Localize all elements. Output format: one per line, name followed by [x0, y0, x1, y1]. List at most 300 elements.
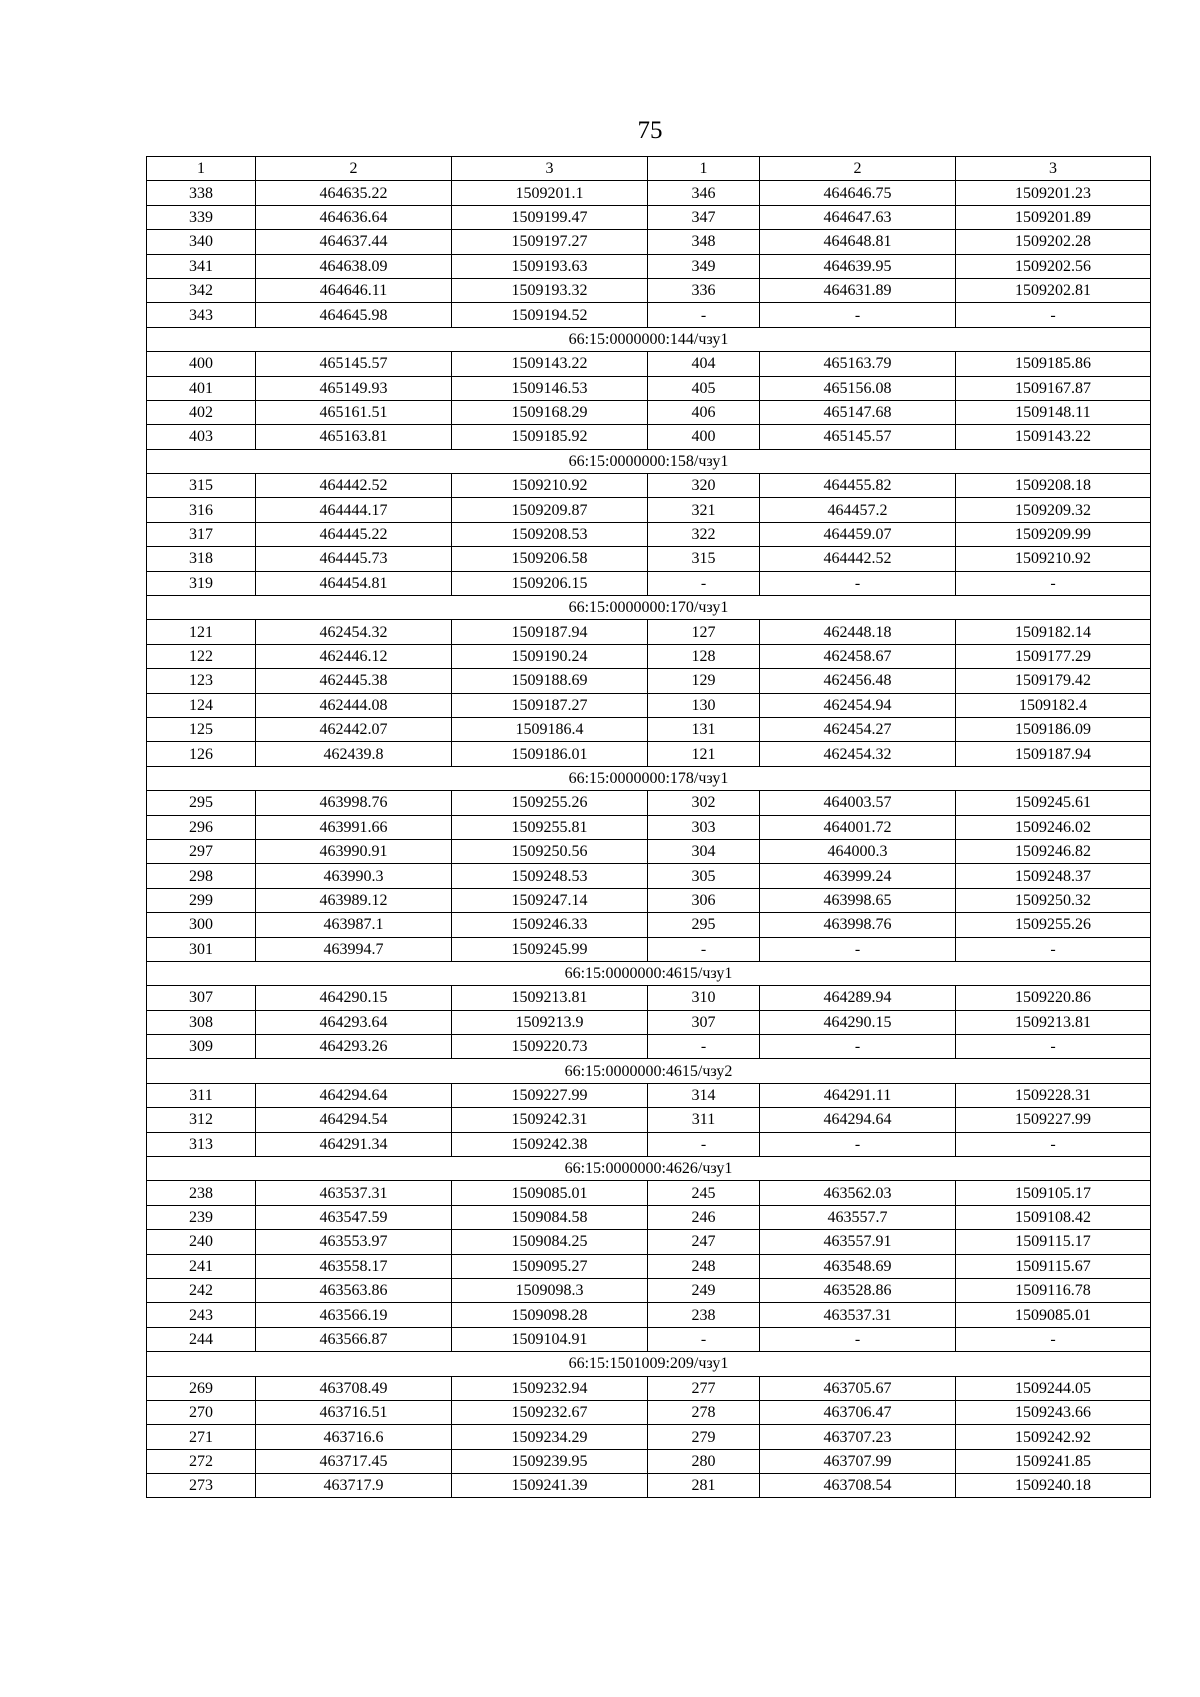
parcel-title-row [147, 1157, 1151, 1181]
point-number-cell: 278 [648, 1400, 760, 1424]
table-row [147, 1425, 1151, 1449]
table-row [147, 1083, 1151, 1107]
x-coordinate-cell: 465156.08 [760, 376, 956, 400]
y-coordinate-cell: 1509242.38 [452, 1132, 648, 1156]
point-number-cell: 270 [147, 1400, 256, 1424]
x-coordinate-cell: 462442.07 [256, 717, 452, 741]
y-coordinate-cell: 1509098.3 [452, 1278, 648, 1302]
y-coordinate-cell: 1509209.32 [956, 498, 1151, 522]
y-coordinate-cell: 1509199.47 [452, 205, 648, 229]
y-coordinate-cell: 1509148.11 [956, 400, 1151, 424]
x-coordinate-cell: 464290.15 [760, 1010, 956, 1034]
point-number-cell: 126 [147, 742, 256, 766]
y-coordinate-cell: 1509242.92 [956, 1425, 1151, 1449]
table-row [147, 937, 1151, 961]
table-row [147, 1132, 1151, 1156]
point-number-cell: 319 [147, 571, 256, 595]
x-coordinate-cell: 464294.54 [256, 1108, 452, 1132]
x-coordinate-cell: 463566.19 [256, 1303, 452, 1327]
x-coordinate-cell: 462456.48 [760, 669, 956, 693]
point-number-cell: 342 [147, 278, 256, 302]
parcel-title: 66:15:0000000:4626/чзу1 [147, 1157, 1151, 1181]
x-coordinate-cell: 464291.11 [760, 1083, 956, 1107]
y-coordinate-cell: - [956, 1132, 1151, 1156]
point-number-cell: - [648, 1327, 760, 1351]
x-coordinate-cell: 462448.18 [760, 620, 956, 644]
point-number-cell: - [648, 571, 760, 595]
x-coordinate-cell: 463537.31 [760, 1303, 956, 1327]
point-number-cell: 320 [648, 474, 760, 498]
point-number-cell: 405 [648, 376, 760, 400]
y-coordinate-cell: 1509243.66 [956, 1400, 1151, 1424]
x-coordinate-cell: 464457.2 [760, 498, 956, 522]
x-coordinate-cell: 465163.81 [256, 425, 452, 449]
y-coordinate-cell: 1509143.22 [452, 352, 648, 376]
point-number-cell: 341 [147, 254, 256, 278]
y-coordinate-cell: - [956, 303, 1151, 327]
table-row [147, 644, 1151, 668]
column-header: 3 [956, 157, 1151, 181]
x-coordinate-cell: 464646.75 [760, 181, 956, 205]
y-coordinate-cell: 1509220.73 [452, 1035, 648, 1059]
point-number-cell: - [648, 1035, 760, 1059]
table-row [147, 1035, 1151, 1059]
point-number-cell: 238 [648, 1303, 760, 1327]
table-row [147, 1181, 1151, 1205]
point-number-cell: 321 [648, 498, 760, 522]
x-coordinate-cell: 463537.31 [256, 1181, 452, 1205]
y-coordinate-cell: 1509208.53 [452, 522, 648, 546]
y-coordinate-cell: 1509241.39 [452, 1474, 648, 1498]
parcel-title: 66:15:0000000:4615/чзу1 [147, 961, 1151, 985]
x-coordinate-cell: 463707.99 [760, 1449, 956, 1473]
x-coordinate-cell: 463998.76 [256, 791, 452, 815]
y-coordinate-cell: 1509187.94 [452, 620, 648, 644]
table-row [147, 498, 1151, 522]
y-coordinate-cell: 1509095.27 [452, 1254, 648, 1278]
y-coordinate-cell: 1509255.81 [452, 815, 648, 839]
point-number-cell: 317 [147, 522, 256, 546]
x-coordinate-cell: - [760, 571, 956, 595]
point-number-cell: 124 [147, 693, 256, 717]
parcel-title-row [147, 327, 1151, 351]
y-coordinate-cell: 1509202.81 [956, 278, 1151, 302]
y-coordinate-cell: 1509255.26 [956, 913, 1151, 937]
y-coordinate-cell: 1509213.9 [452, 1010, 648, 1034]
column-header: 2 [760, 157, 956, 181]
y-coordinate-cell: 1509208.18 [956, 474, 1151, 498]
table-row [147, 1254, 1151, 1278]
y-coordinate-cell: 1509168.29 [452, 400, 648, 424]
table-row [147, 400, 1151, 424]
table-row [147, 547, 1151, 571]
point-number-cell: 305 [648, 864, 760, 888]
x-coordinate-cell: 464444.17 [256, 498, 452, 522]
y-coordinate-cell: 1509250.32 [956, 888, 1151, 912]
point-number-cell: 297 [147, 839, 256, 863]
x-coordinate-cell: 462439.8 [256, 742, 452, 766]
x-coordinate-cell: 464294.64 [760, 1108, 956, 1132]
x-coordinate-cell: 464455.82 [760, 474, 956, 498]
point-number-cell: 404 [648, 352, 760, 376]
x-coordinate-cell: 463717.9 [256, 1474, 452, 1498]
point-number-cell: 301 [147, 937, 256, 961]
point-number-cell: 304 [648, 839, 760, 863]
y-coordinate-cell: 1509245.99 [452, 937, 648, 961]
x-coordinate-cell: 463716.6 [256, 1425, 452, 1449]
y-coordinate-cell: 1509210.92 [956, 547, 1151, 571]
point-number-cell: 315 [147, 474, 256, 498]
x-coordinate-cell: 465145.57 [760, 425, 956, 449]
y-coordinate-cell: 1509239.95 [452, 1449, 648, 1473]
y-coordinate-cell: 1509227.99 [956, 1108, 1151, 1132]
point-number-cell: 314 [648, 1083, 760, 1107]
y-coordinate-cell: 1509193.32 [452, 278, 648, 302]
x-coordinate-cell: 464000.3 [760, 839, 956, 863]
y-coordinate-cell: 1509084.58 [452, 1205, 648, 1229]
point-number-cell: 402 [147, 400, 256, 424]
y-coordinate-cell: 1509182.14 [956, 620, 1151, 644]
parcel-title: 66:15:1501009:209/чзу1 [147, 1352, 1151, 1376]
y-coordinate-cell: 1509240.18 [956, 1474, 1151, 1498]
x-coordinate-cell: 463717.45 [256, 1449, 452, 1473]
point-number-cell: 122 [147, 644, 256, 668]
table-row [147, 620, 1151, 644]
y-coordinate-cell: 1509185.92 [452, 425, 648, 449]
point-number-cell: 299 [147, 888, 256, 912]
table-row [147, 278, 1151, 302]
y-coordinate-cell: - [956, 1035, 1151, 1059]
y-coordinate-cell: 1509201.23 [956, 181, 1151, 205]
parcel-title: 66:15:0000000:170/чзу1 [147, 596, 1151, 620]
y-coordinate-cell: 1509234.29 [452, 1425, 648, 1449]
coordinates-table [146, 156, 1151, 1498]
y-coordinate-cell: 1509197.27 [452, 230, 648, 254]
y-coordinate-cell: - [956, 937, 1151, 961]
point-number-cell: - [648, 1132, 760, 1156]
x-coordinate-cell: 464638.09 [256, 254, 452, 278]
y-coordinate-cell: 1509186.01 [452, 742, 648, 766]
x-coordinate-cell: - [760, 1132, 956, 1156]
table-row [147, 815, 1151, 839]
parcel-title-row [147, 1059, 1151, 1083]
y-coordinate-cell: 1509206.15 [452, 571, 648, 595]
y-coordinate-cell: 1509213.81 [956, 1010, 1151, 1034]
y-coordinate-cell: 1509232.67 [452, 1400, 648, 1424]
point-number-cell: 309 [147, 1035, 256, 1059]
point-number-cell: 249 [648, 1278, 760, 1302]
x-coordinate-cell: 463547.59 [256, 1205, 452, 1229]
parcel-title-row [147, 596, 1151, 620]
point-number-cell: 315 [648, 547, 760, 571]
y-coordinate-cell: 1509186.4 [452, 717, 648, 741]
y-coordinate-cell: - [956, 1327, 1151, 1351]
x-coordinate-cell: - [760, 1327, 956, 1351]
x-coordinate-cell: 464294.64 [256, 1083, 452, 1107]
point-number-cell: 302 [648, 791, 760, 815]
y-coordinate-cell: 1509098.28 [452, 1303, 648, 1327]
x-coordinate-cell: 465163.79 [760, 352, 956, 376]
x-coordinate-cell: 464631.89 [760, 278, 956, 302]
y-coordinate-cell: 1509247.14 [452, 888, 648, 912]
point-number-cell: 240 [147, 1230, 256, 1254]
x-coordinate-cell: 464459.07 [760, 522, 956, 546]
point-number-cell: 241 [147, 1254, 256, 1278]
x-coordinate-cell: 465161.51 [256, 400, 452, 424]
y-coordinate-cell: 1509232.94 [452, 1376, 648, 1400]
table-row [147, 839, 1151, 863]
y-coordinate-cell: 1509108.42 [956, 1205, 1151, 1229]
column-header-row [147, 157, 1151, 181]
x-coordinate-cell: 463994.7 [256, 937, 452, 961]
point-number-cell: 247 [648, 1230, 760, 1254]
x-coordinate-cell: 463563.86 [256, 1278, 452, 1302]
point-number-cell: 336 [648, 278, 760, 302]
page-number: 75 [637, 117, 663, 144]
point-number-cell: 271 [147, 1425, 256, 1449]
table-row [147, 425, 1151, 449]
point-number-cell: 400 [648, 425, 760, 449]
y-coordinate-cell: 1509202.28 [956, 230, 1151, 254]
x-coordinate-cell: 464646.11 [256, 278, 452, 302]
x-coordinate-cell: 463557.7 [760, 1205, 956, 1229]
x-coordinate-cell: 463716.51 [256, 1400, 452, 1424]
y-coordinate-cell: 1509186.09 [956, 717, 1151, 741]
y-coordinate-cell: 1509210.92 [452, 474, 648, 498]
point-number-cell: 403 [147, 425, 256, 449]
x-coordinate-cell: - [760, 303, 956, 327]
y-coordinate-cell: 1509193.63 [452, 254, 648, 278]
table-row [147, 205, 1151, 229]
x-coordinate-cell: 462454.32 [760, 742, 956, 766]
point-number-cell: 340 [147, 230, 256, 254]
y-coordinate-cell: 1509085.01 [452, 1181, 648, 1205]
table-row [147, 352, 1151, 376]
table-row [147, 986, 1151, 1010]
y-coordinate-cell: - [956, 571, 1151, 595]
table-row [147, 181, 1151, 205]
x-coordinate-cell: 464001.72 [760, 815, 956, 839]
point-number-cell: 246 [648, 1205, 760, 1229]
y-coordinate-cell: 1509213.81 [452, 986, 648, 1010]
x-coordinate-cell: 464293.26 [256, 1035, 452, 1059]
y-coordinate-cell: 1509228.31 [956, 1083, 1151, 1107]
point-number-cell: 311 [648, 1108, 760, 1132]
point-number-cell: 316 [147, 498, 256, 522]
x-coordinate-cell: 465149.93 [256, 376, 452, 400]
point-number-cell: - [648, 303, 760, 327]
y-coordinate-cell: 1509085.01 [956, 1303, 1151, 1327]
y-coordinate-cell: 1509206.58 [452, 547, 648, 571]
y-coordinate-cell: 1509105.17 [956, 1181, 1151, 1205]
point-number-cell: 307 [147, 986, 256, 1010]
x-coordinate-cell: 464635.22 [256, 181, 452, 205]
point-number-cell: 298 [147, 864, 256, 888]
x-coordinate-cell: 462444.08 [256, 693, 452, 717]
x-coordinate-cell: 463528.86 [760, 1278, 956, 1302]
point-number-cell: 400 [147, 352, 256, 376]
x-coordinate-cell: 464293.64 [256, 1010, 452, 1034]
point-number-cell: 310 [648, 986, 760, 1010]
x-coordinate-cell: 464445.73 [256, 547, 452, 571]
y-coordinate-cell: 1509115.17 [956, 1230, 1151, 1254]
x-coordinate-cell: 464636.64 [256, 205, 452, 229]
point-number-cell: 303 [648, 815, 760, 839]
point-number-cell: 129 [648, 669, 760, 693]
x-coordinate-cell: 462454.32 [256, 620, 452, 644]
y-coordinate-cell: 1509201.89 [956, 205, 1151, 229]
point-number-cell: 281 [648, 1474, 760, 1498]
y-coordinate-cell: 1509188.69 [452, 669, 648, 693]
x-coordinate-cell: 463706.47 [760, 1400, 956, 1424]
table-row [147, 791, 1151, 815]
x-coordinate-cell: 465147.68 [760, 400, 956, 424]
point-number-cell: 306 [648, 888, 760, 912]
column-header: 2 [256, 157, 452, 181]
point-number-cell: 245 [648, 1181, 760, 1205]
x-coordinate-cell: 464648.81 [760, 230, 956, 254]
x-coordinate-cell: 463707.23 [760, 1425, 956, 1449]
point-number-cell: 295 [147, 791, 256, 815]
table-row [147, 230, 1151, 254]
point-number-cell: 338 [147, 181, 256, 205]
y-coordinate-cell: 1509143.22 [956, 425, 1151, 449]
point-number-cell: 295 [648, 913, 760, 937]
point-number-cell: 277 [648, 1376, 760, 1400]
y-coordinate-cell: 1509250.56 [452, 839, 648, 863]
x-coordinate-cell: 464639.95 [760, 254, 956, 278]
point-number-cell: 311 [147, 1083, 256, 1107]
table-row [147, 888, 1151, 912]
y-coordinate-cell: 1509084.25 [452, 1230, 648, 1254]
point-number-cell: 125 [147, 717, 256, 741]
y-coordinate-cell: 1509242.31 [452, 1108, 648, 1132]
x-coordinate-cell: 464647.63 [760, 205, 956, 229]
point-number-cell: 279 [648, 1425, 760, 1449]
table-row [147, 1327, 1151, 1351]
y-coordinate-cell: 1509182.4 [956, 693, 1151, 717]
y-coordinate-cell: 1509116.78 [956, 1278, 1151, 1302]
point-number-cell: 130 [648, 693, 760, 717]
parcel-title: 66:15:0000000:4615/чзу2 [147, 1059, 1151, 1083]
table-row [147, 669, 1151, 693]
table-row [147, 913, 1151, 937]
table-row [147, 1205, 1151, 1229]
x-coordinate-cell: 463553.97 [256, 1230, 452, 1254]
parcel-title: 66:15:0000000:144/чзу1 [147, 327, 1151, 351]
y-coordinate-cell: 1509248.53 [452, 864, 648, 888]
point-number-cell: 349 [648, 254, 760, 278]
parcel-title: 66:15:0000000:178/чзу1 [147, 766, 1151, 790]
x-coordinate-cell: 463705.67 [760, 1376, 956, 1400]
coordinates-table-body [147, 157, 1151, 1498]
x-coordinate-cell: 463987.1 [256, 913, 452, 937]
x-coordinate-cell: - [760, 937, 956, 961]
y-coordinate-cell: 1509185.86 [956, 352, 1151, 376]
point-number-cell: 242 [147, 1278, 256, 1302]
table-row [147, 1449, 1151, 1473]
point-number-cell: 296 [147, 815, 256, 839]
column-header: 3 [452, 157, 648, 181]
y-coordinate-cell: 1509201.1 [452, 181, 648, 205]
y-coordinate-cell: 1509246.02 [956, 815, 1151, 839]
x-coordinate-cell: 463991.66 [256, 815, 452, 839]
x-coordinate-cell: 464445.22 [256, 522, 452, 546]
y-coordinate-cell: 1509255.26 [452, 791, 648, 815]
point-number-cell: 347 [648, 205, 760, 229]
parcel-title: 66:15:0000000:158/чзу1 [147, 449, 1151, 473]
point-number-cell: 322 [648, 522, 760, 546]
table-row [147, 1278, 1151, 1302]
table-row [147, 1010, 1151, 1034]
table-row [147, 1376, 1151, 1400]
y-coordinate-cell: 1509220.86 [956, 986, 1151, 1010]
x-coordinate-cell: 462454.94 [760, 693, 956, 717]
y-coordinate-cell: 1509245.61 [956, 791, 1151, 815]
point-number-cell: 312 [147, 1108, 256, 1132]
point-number-cell: 346 [648, 181, 760, 205]
point-number-cell: 273 [147, 1474, 256, 1498]
table-row [147, 1108, 1151, 1132]
point-number-cell: 269 [147, 1376, 256, 1400]
point-number-cell: 401 [147, 376, 256, 400]
point-number-cell: 307 [648, 1010, 760, 1034]
table-row [147, 1230, 1151, 1254]
x-coordinate-cell: - [760, 1035, 956, 1059]
column-header: 1 [147, 157, 256, 181]
x-coordinate-cell: 463566.87 [256, 1327, 452, 1351]
point-number-cell: 121 [648, 742, 760, 766]
y-coordinate-cell: 1509227.99 [452, 1083, 648, 1107]
x-coordinate-cell: 464442.52 [256, 474, 452, 498]
table-row [147, 571, 1151, 595]
y-coordinate-cell: 1509209.87 [452, 498, 648, 522]
y-coordinate-cell: 1509104.91 [452, 1327, 648, 1351]
y-coordinate-cell: 1509167.87 [956, 376, 1151, 400]
y-coordinate-cell: 1509187.27 [452, 693, 648, 717]
point-number-cell: 127 [648, 620, 760, 644]
parcel-title-row [147, 766, 1151, 790]
y-coordinate-cell: 1509187.94 [956, 742, 1151, 766]
point-number-cell: 343 [147, 303, 256, 327]
x-coordinate-cell: 464454.81 [256, 571, 452, 595]
point-number-cell: 121 [147, 620, 256, 644]
x-coordinate-cell: 464289.94 [760, 986, 956, 1010]
x-coordinate-cell: 463998.76 [760, 913, 956, 937]
column-header: 1 [648, 157, 760, 181]
table-row [147, 742, 1151, 766]
table-row [147, 303, 1151, 327]
parcel-title-row [147, 449, 1151, 473]
table-row [147, 522, 1151, 546]
point-number-cell: - [648, 937, 760, 961]
x-coordinate-cell: 463708.49 [256, 1376, 452, 1400]
table-row [147, 254, 1151, 278]
x-coordinate-cell: 463557.91 [760, 1230, 956, 1254]
y-coordinate-cell: 1509115.67 [956, 1254, 1151, 1278]
parcel-title-row [147, 961, 1151, 985]
y-coordinate-cell: 1509146.53 [452, 376, 648, 400]
x-coordinate-cell: 463999.24 [760, 864, 956, 888]
table-row [147, 717, 1151, 741]
point-number-cell: 348 [648, 230, 760, 254]
x-coordinate-cell: 464291.34 [256, 1132, 452, 1156]
y-coordinate-cell: 1509209.99 [956, 522, 1151, 546]
point-number-cell: 239 [147, 1205, 256, 1229]
y-coordinate-cell: 1509194.52 [452, 303, 648, 327]
x-coordinate-cell: 464637.44 [256, 230, 452, 254]
x-coordinate-cell: 463708.54 [760, 1474, 956, 1498]
